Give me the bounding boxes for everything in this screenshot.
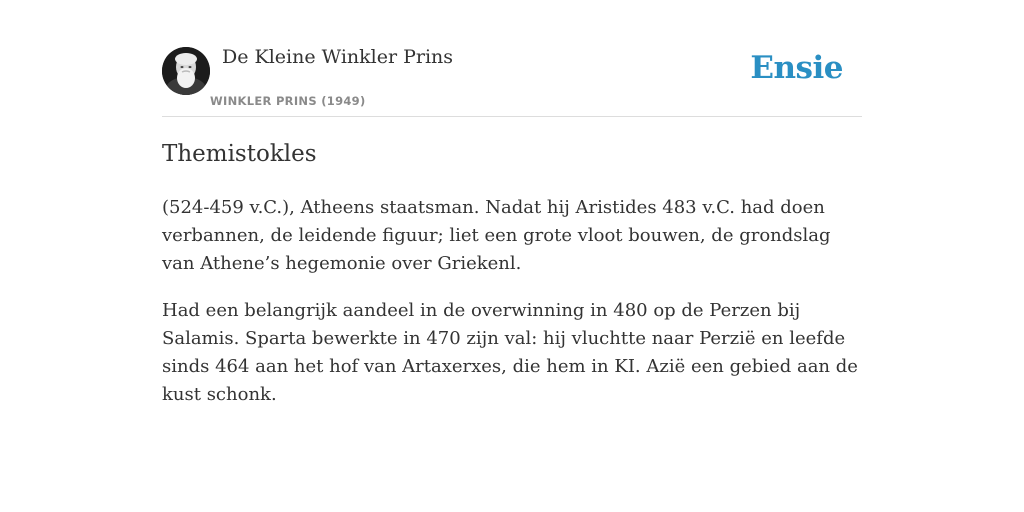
article: [162, 138, 862, 409]
ensie-logo-link[interactable]: Ensie: [750, 50, 843, 86]
source-title[interactable]: De Kleine Winkler Prins: [222, 46, 454, 68]
source-subtitle[interactable]: WINKLER PRINS (1949): [210, 94, 366, 108]
header: [162, 0, 862, 117]
article-paragraph: (524-459 v.C.), Atheens staatsman. Nadat hij Aristides 483 v.C. had doen verbannen, de leidende figuur; liet een grote vloot bouwen, de grondslag van Athene’s hegemonie over Griekenl.: [162, 197, 831, 274]
portrait-icon: [162, 47, 210, 95]
source-avatar[interactable]: [162, 47, 210, 95]
article-title: Themistokles: [162, 141, 317, 167]
article-paragraph: Had een belangrijk aandeel in de overwinning in 480 op de Perzen bij Salamis. Sparta bewerkte in 470 zijn val: hij vluchtte naar Perzië en leefde sinds 464 aan het hof van Artaxerxes, die hem in KI. Azië een gebied aan de kust schonk.: [162, 300, 858, 405]
